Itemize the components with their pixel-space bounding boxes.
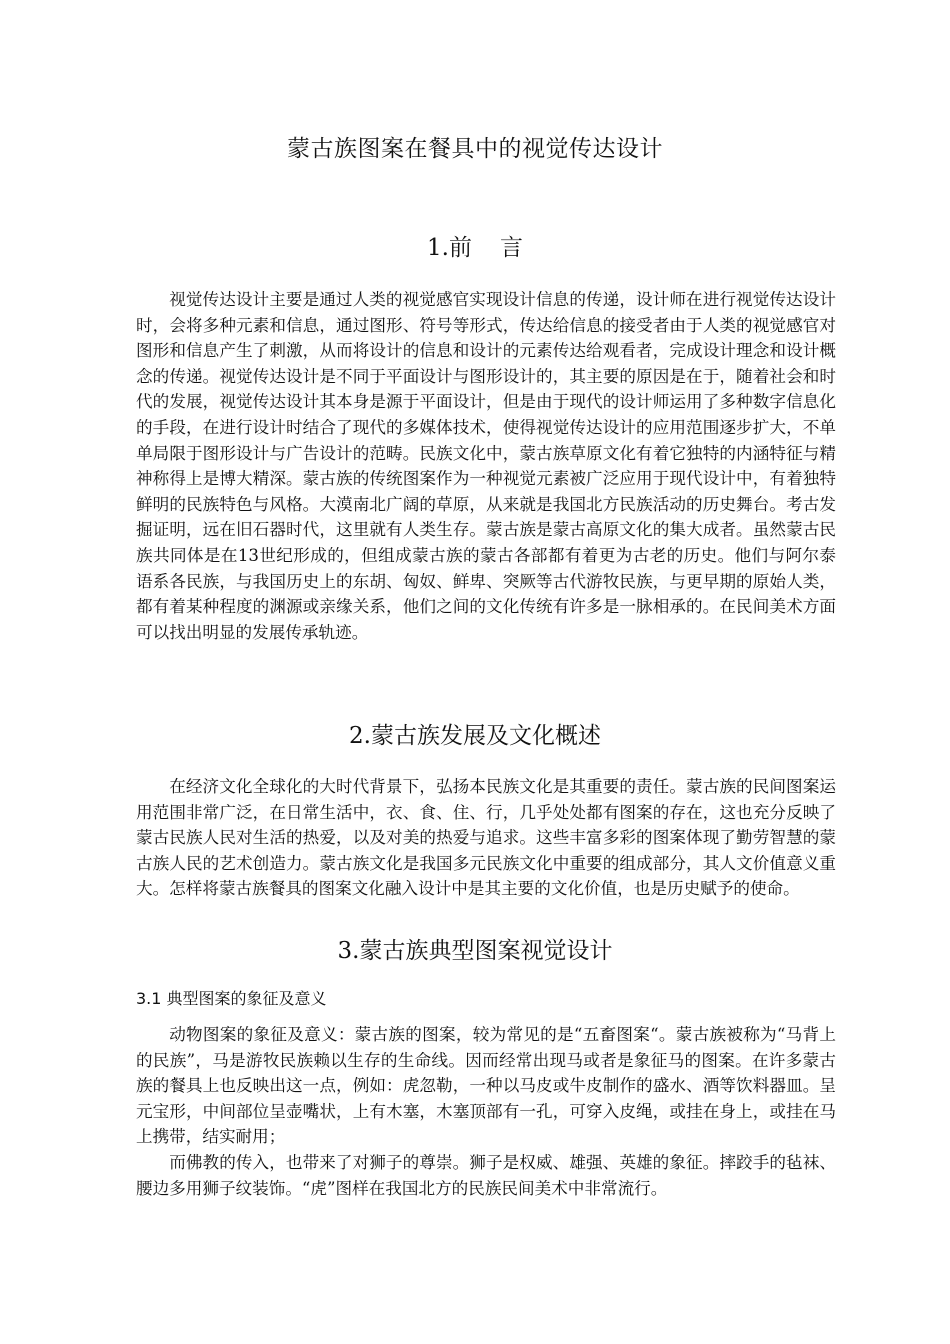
subsection-heading-3-1 bbox=[136, 987, 327, 1011]
section-number: 1. bbox=[427, 235, 449, 261]
section-heading-2 bbox=[0, 719, 950, 753]
section-number: 3. bbox=[337, 938, 360, 964]
paragraph: 动物图案的象征及意义：蒙古族的图案，较为常见的是“五畜图案“。蒙古族被称为“马背上的民族”，马是游牧民族赖以生存的生命线。因而经常出现马或者是象征马的图案。在许多蒙古族的餐具上也反映出这一点，例如：虎忽勒，一种以马皮或牛皮制作的盛水、酒等饮料器皿。呈元宝形，中间部位呈壶嘴状，上有木塞，木塞顶部有一孔，可穿入皮绳，或挂在身上，或挂在马上携带，结实耐用； bbox=[136, 1025, 836, 1147]
section-title: 蒙古族典型图案视觉设计 bbox=[359, 938, 613, 964]
section-number: 2. bbox=[349, 723, 371, 749]
subsection-title: 典型图案的象征及意义 bbox=[166, 989, 327, 1008]
subsection-number: 3.1 bbox=[136, 989, 162, 1008]
section-title-head: 前 bbox=[448, 235, 472, 261]
document-title: 蒙古族图案在餐具中的视觉传达设计 bbox=[287, 136, 663, 162]
section-heading-1 bbox=[0, 231, 950, 265]
paragraph: 在经济文化全球化的大时代背景下，弘扬本民族文化是其重要的责任。蒙古族的民间图案运用范围非常广泛，在日常生活中，衣、食、住、行，几乎处处都有图案的存在，这也充分反映了蒙古民族人民对生活的热爱，以及对美的热爱与追求。这些丰富多彩的图案体现了勤劳智慧的蒙古族人民的艺术创造力。蒙古族文化是我国多元民族文化中重要的组成部分，其人文价值意义重大。怎样将蒙古族餐具的图案文化融入设计中是其主要的文化价值，也是历史赋予的使命。 bbox=[136, 777, 836, 899]
paragraph: 视觉传达设计主要是通过人类的视觉感官实现设计信息的传递，设计师在进行视觉传达设计时，会将多种元素和信息，通过图形、符号等形式，传达给信息的接受者由于人类的视觉感官对图形和信息产生了刺激，从而将设计的信息和设计的元素传达给观看者，完成设计理念和设计概念的传递。视觉传达设计是不同于平面设计与图形设计的，其主要的原因是在于，随着社会和时代的发展，视觉传达设计其本身是源于平面设计，但是由于现代的设计师运用了多种数字信息化的手段，在进行设计时结合了现代的多媒体技术，使得视觉传达设计的应用范围逐步扩大，不单单局限于图形设计与广告设计的范畴。民族文化中，蒙古族草原文化有着它独特的内涵特征与精神称得上是博大精深。蒙古族的传统图案作为一种视觉元素被广泛应用于现代设计中，有着独特鲜明的民族特色与风格。大漠南北广阔的草原，从来就是我国北方民族活动的历史舞台。考古发掘证明，远在旧石器时代，这里就有人类生存。蒙古族是蒙古高原文化的集大成者。虽然蒙古民族共同体是在13世纪形成的，但组成蒙古族的蒙古各部都有着更为古老的历史。他们与阿尔泰语系各民族，与我国历史上的东胡、匈奴、鲜卑、突厥等古代游牧民族，与更早期的原始人类，都有着某种程度的渊源或亲缘关系，他们之间的文化传统有许多是一脉相承的。在民间美术方面可以找出明显的发展传承轨迹。 bbox=[136, 290, 836, 642]
paragraph: 而佛教的传入，也带来了对狮子的尊崇。狮子是权威、雄强、英雄的象征。摔跤手的毡袜、腰边多用狮子纹装饰。“虎”图样在我国北方的民族民间美术中非常流行。 bbox=[136, 1153, 836, 1198]
section-heading-3 bbox=[0, 934, 950, 968]
section-title: 蒙古族发展及文化概述 bbox=[370, 723, 601, 749]
section-title-tail: 言 bbox=[499, 235, 523, 261]
